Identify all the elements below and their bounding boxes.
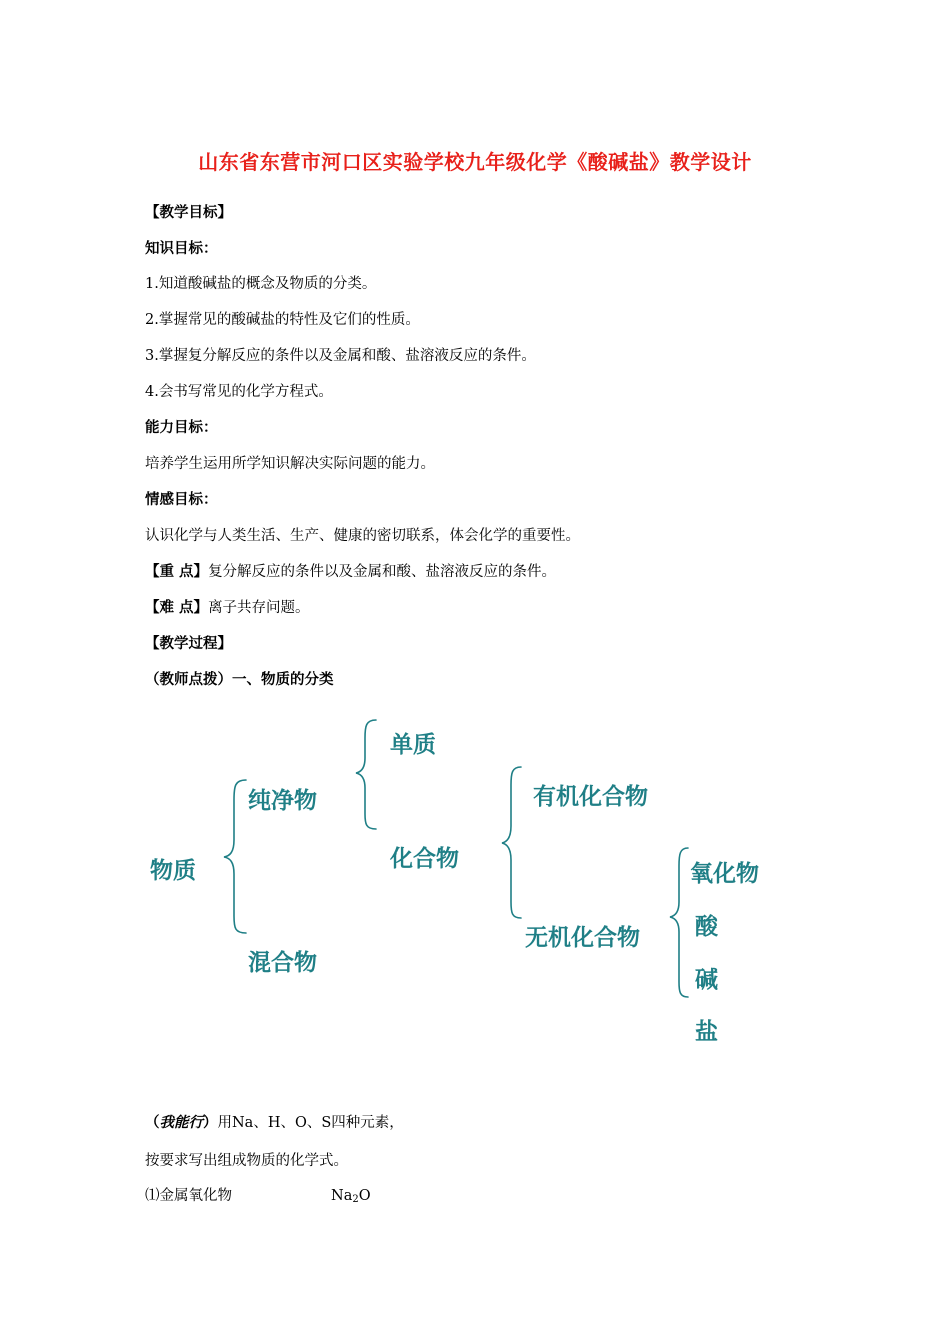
- can-do-paren-close: ）: [203, 1115, 218, 1131]
- brace-pure: [356, 720, 376, 829]
- instruction-text: 按要求写出组成物质的化学式。: [145, 1153, 348, 1169]
- node-inorganic-compound: 无机化合物: [525, 925, 640, 951]
- key-point-label: 【重 点】: [145, 564, 209, 580]
- ability-goal-label: 能力目标：: [145, 420, 218, 436]
- node-pure-substance: 纯净物: [248, 788, 317, 814]
- brace-compound: [502, 767, 521, 918]
- knowledge-goal-label: 知识目标：: [145, 241, 218, 257]
- node-element: 单质: [390, 732, 436, 758]
- item1-label: ⑴金属氧化物: [145, 1188, 232, 1204]
- emotion-goal-text: 认识化学与人类生活、生产、健康的密切联系，体会化学的重要性。: [145, 528, 580, 544]
- can-do-paren-open: （: [145, 1115, 160, 1131]
- knowledge-item: 3.掌握复分解反应的条件以及金属和酸、盐溶液反应的条件。: [145, 348, 536, 364]
- knowledge-item: 4.会书写常见的化学方程式。: [145, 384, 333, 400]
- can-do-row: [145, 1113, 404, 1133]
- item1-formula: [331, 1186, 371, 1210]
- brace-inorganic: [670, 848, 688, 997]
- formula-tail: O: [358, 1188, 371, 1204]
- document-title: 山东省东营市河口区实验学校九年级化学《酸碱盐》教学设计: [198, 150, 752, 174]
- teacher-tip-heading: （教师点拨）一、物质的分类: [145, 672, 334, 688]
- node-oxide: 氧化物: [690, 861, 759, 887]
- node-mixture: 混合物: [248, 950, 317, 976]
- node-compound: 化合物: [390, 846, 459, 872]
- emotion-goal-label: 情感目标：: [145, 492, 218, 508]
- section-teaching-goals: 【教学目标】: [145, 205, 232, 221]
- teaching-process-label: 【教学过程】: [145, 636, 232, 652]
- knowledge-item: 1.知道酸碱盐的概念及物质的分类。: [145, 276, 377, 292]
- difficult-point-text: 离子共存问题。: [208, 600, 310, 616]
- formula-main: Na: [331, 1188, 353, 1204]
- node-base: 碱: [695, 967, 718, 993]
- can-do-text: 用Na、H、O、S四种元素，: [217, 1115, 404, 1131]
- can-do-label: 我能行: [159, 1115, 203, 1131]
- node-matter: 物质: [150, 858, 196, 884]
- node-organic-compound: 有机化合物: [533, 784, 648, 810]
- knowledge-item: 2.掌握常见的酸碱盐的特性及它们的性质。: [145, 312, 420, 328]
- node-salt: 盐: [695, 1019, 718, 1045]
- difficult-point-label: 【难 点】: [145, 600, 209, 616]
- ability-goal-text: 培养学生运用所学知识解决实际问题的能力。: [145, 456, 435, 472]
- brace-root: [224, 780, 246, 933]
- node-acid: 酸: [695, 914, 718, 940]
- formula-subscript: 2: [352, 1194, 359, 1205]
- key-point-text: 复分解反应的条件以及金属和酸、盐溶液反应的条件。: [208, 564, 557, 580]
